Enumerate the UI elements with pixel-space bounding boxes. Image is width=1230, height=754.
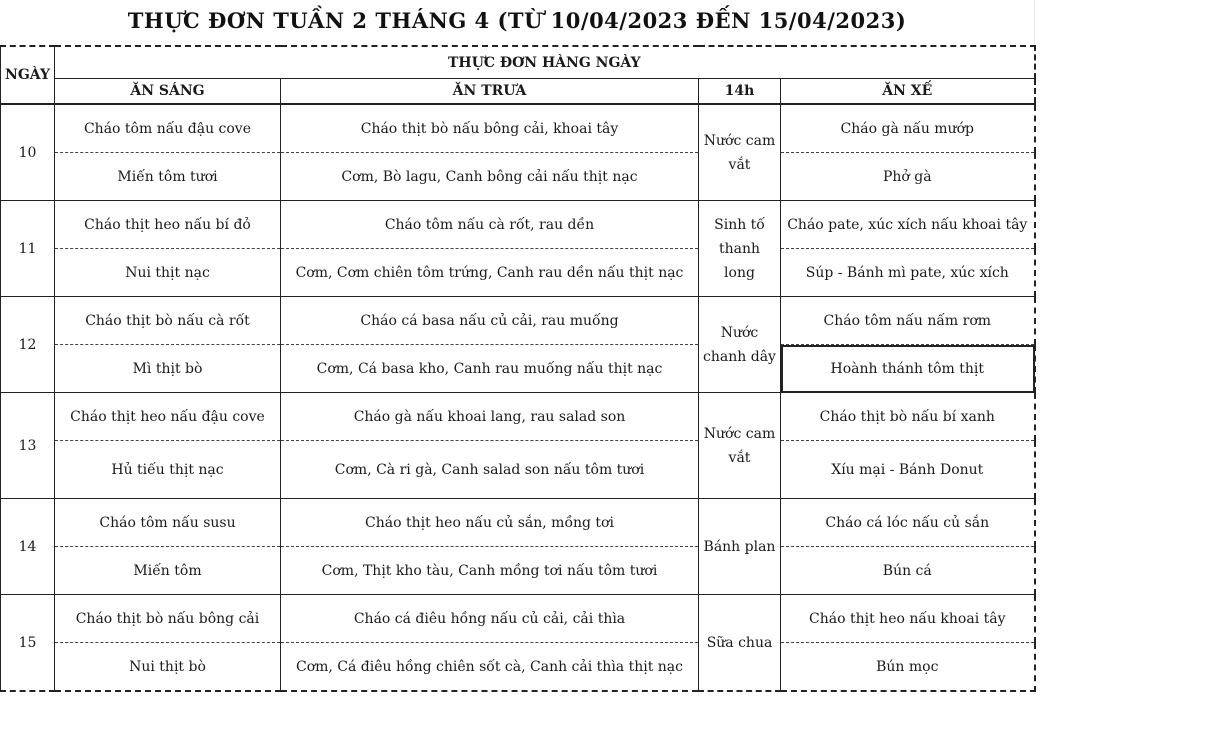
afternoon-cell: Nước cam vắt	[699, 104, 781, 201]
header-afternoon: 14h	[699, 79, 781, 105]
afternoon-cell: Sinh tố thanh long	[699, 201, 781, 297]
breakfast-cell: Cháo tôm nấu đậu cove	[55, 104, 281, 153]
lunch-cell: Cháo gà nấu khoai lang, rau salad son	[281, 393, 699, 441]
afternoon-cell: Nước chanh dây	[699, 297, 781, 393]
table-row	[1, 201, 1035, 249]
table-row	[1, 499, 1035, 547]
breakfast-cell: Miến tôm	[55, 547, 281, 595]
sheet-edge	[1034, 0, 1035, 44]
day-cell: 15	[1, 595, 55, 692]
header-row-top	[1, 46, 1035, 79]
snack-cell: Bún cá	[781, 547, 1035, 595]
snack-cell-selected[interactable]: Hoành thánh tôm thịt	[781, 345, 1035, 393]
table-row	[1, 249, 1035, 297]
breakfast-cell: Nui thịt bò	[55, 643, 281, 692]
lunch-cell: Cơm, Bò lagu, Canh bông cải nấu thịt nạc	[281, 153, 699, 201]
weekly-menu-table	[0, 45, 1036, 692]
breakfast-cell: Hủ tiếu thịt nạc	[55, 441, 281, 499]
lunch-cell: Cháo cá điêu hồng nấu củ cải, cải thìa	[281, 595, 699, 643]
snack-cell: Súp - Bánh mì pate, xúc xích	[781, 249, 1035, 297]
menu-title: THỰC ĐƠN TUẦN 2 THÁNG 4 (TỪ 10/04/2023 ĐẾN 15/04/2023)	[127, 8, 907, 33]
table-row	[1, 547, 1035, 595]
header-daily-menu: THỰC ĐƠN HÀNG NGÀY	[55, 46, 1035, 79]
header-snack: ĂN XẾ	[781, 79, 1035, 105]
day-cell: 12	[1, 297, 55, 393]
table-row	[1, 595, 1035, 643]
breakfast-cell: Cháo thịt bò nấu bông cải	[55, 595, 281, 643]
table-row	[1, 643, 1035, 692]
day-cell: 11	[1, 201, 55, 297]
breakfast-cell: Cháo thịt bò nấu cà rốt	[55, 297, 281, 345]
header-breakfast: ĂN SÁNG	[55, 79, 281, 105]
lunch-cell: Cơm, Cá điêu hồng chiên sốt cà, Canh cải thìa thịt nạc	[281, 643, 699, 692]
afternoon-cell: Nước cam vắt	[699, 393, 781, 499]
snack-cell: Cháo pate, xúc xích nấu khoai tây	[781, 201, 1035, 249]
snack-cell: Xíu mại - Bánh Donut	[781, 441, 1035, 499]
lunch-cell: Cháo cá basa nấu củ cải, rau muống	[281, 297, 699, 345]
day-cell: 14	[1, 499, 55, 595]
snack-cell: Cháo gà nấu mướp	[781, 104, 1035, 153]
lunch-cell: Cháo thịt heo nấu củ sắn, mồng tơi	[281, 499, 699, 547]
table-row	[1, 104, 1035, 153]
day-cell: 10	[1, 104, 55, 201]
lunch-cell: Cơm, Cơm chiên tôm trứng, Canh rau dền nấu thịt nạc	[281, 249, 699, 297]
breakfast-cell: Miến tôm tươi	[55, 153, 281, 201]
header-lunch: ĂN TRƯA	[281, 79, 699, 105]
breakfast-cell: Nui thịt nạc	[55, 249, 281, 297]
breakfast-cell: Cháo thịt heo nấu bí đỏ	[55, 201, 281, 249]
lunch-cell: Cháo thịt bò nấu bông cải, khoai tây	[281, 104, 699, 153]
table-row	[1, 297, 1035, 345]
snack-cell: Cháo tôm nấu nấm rơm	[781, 297, 1035, 345]
snack-cell: Bún mọc	[781, 643, 1035, 692]
table-row	[1, 393, 1035, 441]
snack-cell: Cháo thịt bò nấu bí xanh	[781, 393, 1035, 441]
header-row-bottom	[1, 79, 1035, 105]
breakfast-cell: Cháo thịt heo nấu đậu cove	[55, 393, 281, 441]
day-cell: 13	[1, 393, 55, 499]
header-day: NGÀY	[1, 46, 55, 104]
lunch-cell: Cơm, Thịt kho tàu, Canh mồng tơi nấu tôm tươi	[281, 547, 699, 595]
table-row	[1, 345, 1035, 393]
lunch-cell: Cơm, Cà ri gà, Canh salad son nấu tôm tươi	[281, 441, 699, 499]
lunch-cell: Cơm, Cá basa kho, Canh rau muống nấu thịt nạc	[281, 345, 699, 393]
breakfast-cell: Cháo tôm nấu susu	[55, 499, 281, 547]
afternoon-cell: Sữa chua	[699, 595, 781, 692]
lunch-cell: Cháo tôm nấu cà rốt, rau dền	[281, 201, 699, 249]
table-row	[1, 153, 1035, 201]
snack-cell: Cháo thịt heo nấu khoai tây	[781, 595, 1035, 643]
breakfast-cell: Mì thịt bò	[55, 345, 281, 393]
snack-cell: Cháo cá lóc nấu củ sắn	[781, 499, 1035, 547]
snack-cell: Phở gà	[781, 153, 1035, 201]
afternoon-cell: Bánh plan	[699, 499, 781, 595]
table-row	[1, 441, 1035, 499]
